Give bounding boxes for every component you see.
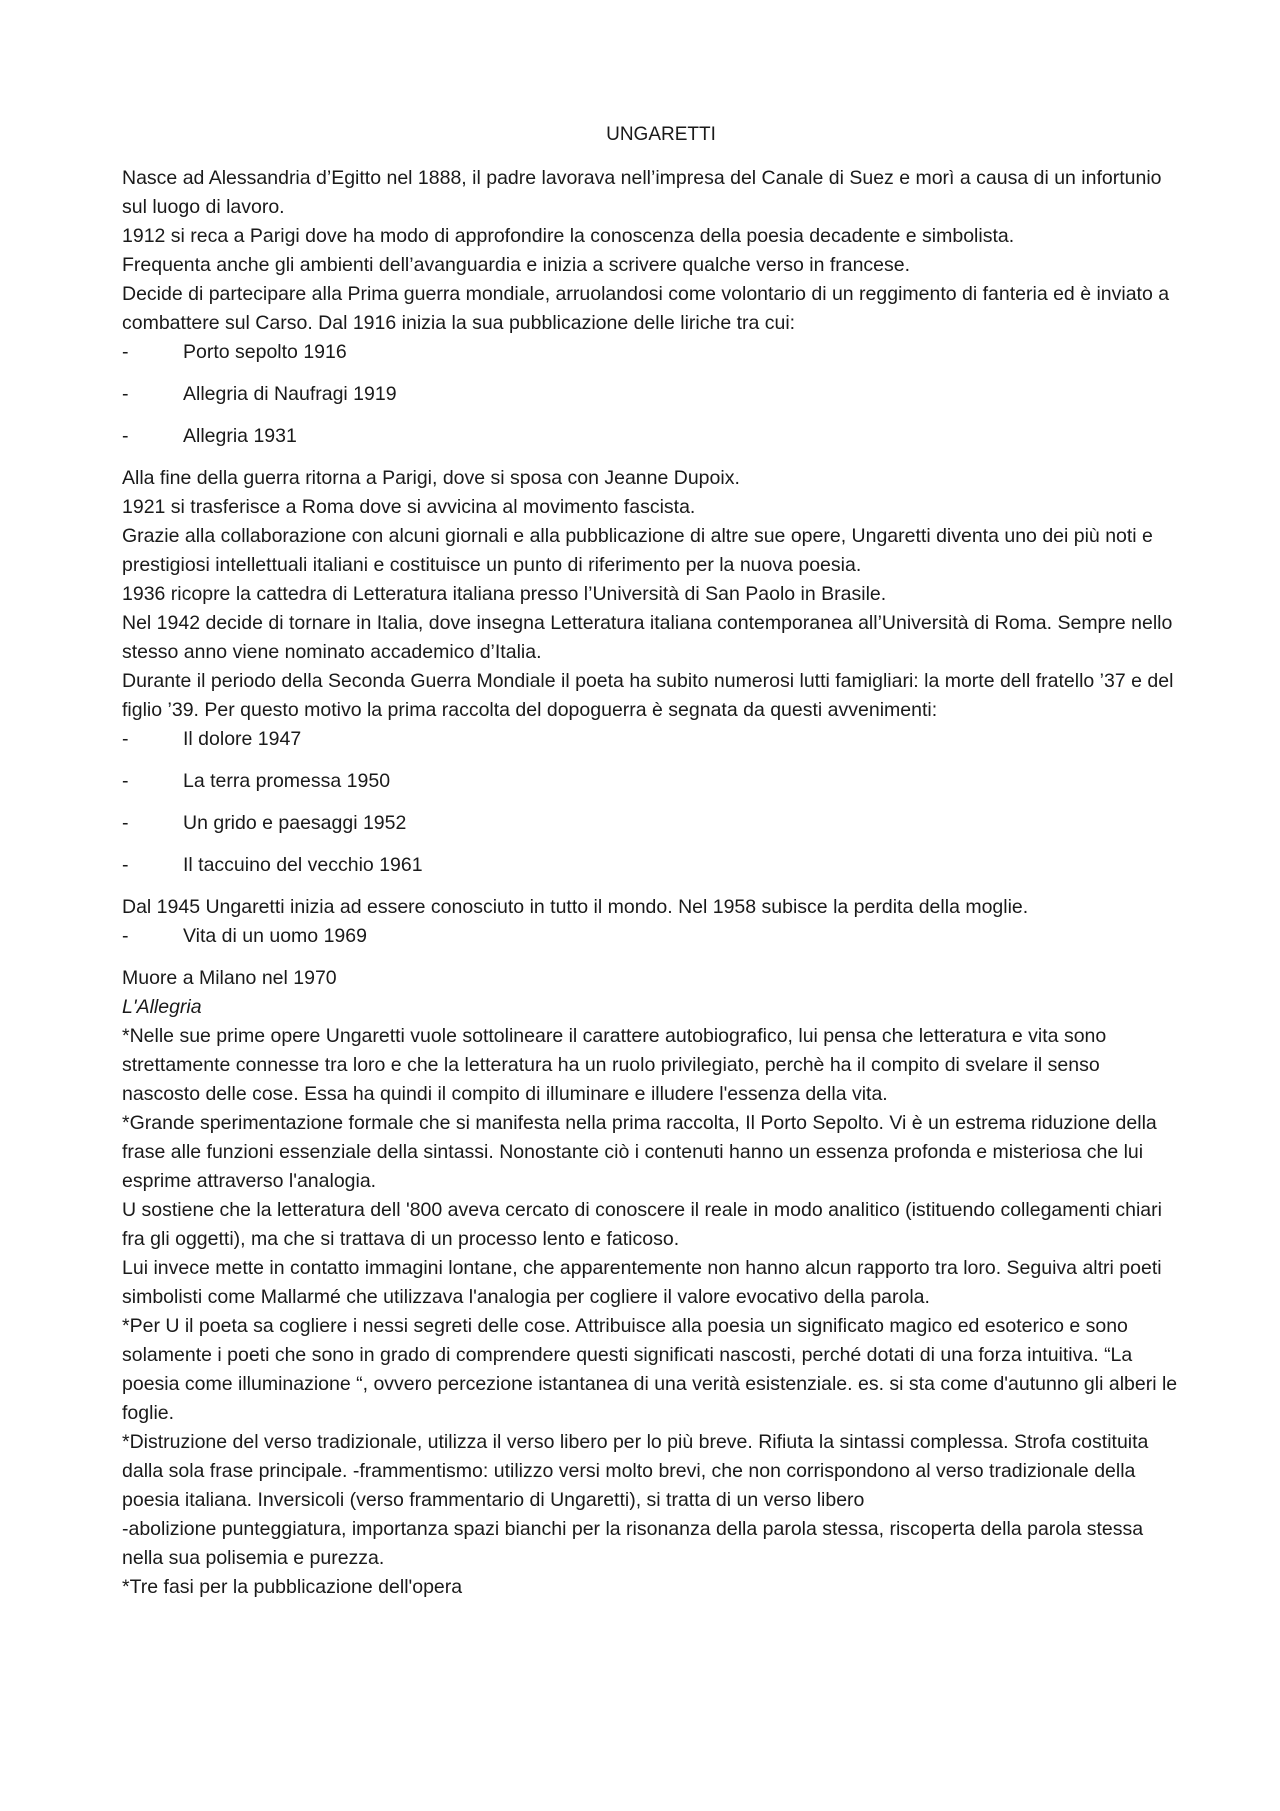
paragraph-allegria: *Grande sperimentazione formale che si manifesta nella prima raccolta, Il Porto Sepolto. Vi è un estrema riduzione della frase alle funzioni essenziale della sintassi. Nonostante ciò i contenuti hanno un essenza profonda e misteriosa che lui esprime attraverso l'analogia. <box>122 1112 1157 1192</box>
list-dash: - <box>122 770 129 792</box>
list-dash: - <box>122 728 129 750</box>
paragraph-avanguardia: Frequenta anche gli ambienti dell’avanguardia e inizia a scrivere qualche verso in francese. <box>122 254 911 276</box>
paragraph-paris: 1912 si reca a Parigi dove ha modo di approfondire la conoscenza della poesia decadente e simbolista. <box>122 225 1015 247</box>
list-dash: - <box>122 925 129 947</box>
list-dash: - <box>122 854 129 876</box>
paragraph-rome: 1921 si trasferisce a Roma dove si avvicina al movimento fascista. <box>122 496 696 518</box>
list-dash: - <box>122 425 129 447</box>
list-item <box>122 338 1180 367</box>
list-text: Allegria di Naufragi 1919 <box>183 383 397 405</box>
paragraph-brasile: 1936 ricopre la cattedra di Letteratura italiana presso l’Università di San Paolo in Brasile. <box>122 583 887 605</box>
list-item <box>122 725 1180 754</box>
paragraph-allegria: *Tre fasi per la pubblicazione dell'opera <box>122 1576 463 1598</box>
list-text: Il taccuino del vecchio 1961 <box>183 854 423 876</box>
paragraph-allegria: *Nelle sue prime opere Ungaretti vuole sottolineare il carattere autobiografico, lui pensa che letteratura e vita sono strettamente connesse tra loro e che la letteratura ha un ruolo privilegiato, perchè ha il compito di svelare il senso nascosto delle cose. Essa ha quindi il compito di illuminare e illudere l'essenza della vita. <box>122 1025 1107 1105</box>
list-dash: - <box>122 341 129 363</box>
paragraph-war: Decide di partecipare alla Prima guerra mondiale, arruolandosi come volontario di un reggimento di fanteria ed è inviato a combattere sul Carso. Dal 1916 inizia la sua pubblicazione delle liriche tra cui: <box>122 283 1170 334</box>
paragraph-death: Muore a Milano nel 1970 <box>122 967 337 989</box>
list-item <box>122 380 1180 409</box>
list-text: Vita di un uomo 1969 <box>183 925 367 947</box>
list-text: Porto sepolto 1916 <box>183 341 347 363</box>
paragraph-birth: Nasce ad Alessandria d’Egitto nel 1888, il padre lavorava nell’impresa del Canale di Suez e morì a causa di un infortunio sul luogo di lavoro. <box>122 167 1162 218</box>
list-item <box>122 851 1180 880</box>
paragraph-ww2: Durante il periodo della Seconda Guerra Mondiale il poeta ha subito numerosi lutti famigliari: la morte dell fratello ’37 e del figlio ’39. Per questo motivo la prima raccolta del dopoguerra è segnata da questi avvenimenti: <box>122 670 1174 721</box>
paragraph-allegria: Lui invece mette in contatto immagini lontane, che apparentemente non hanno alcun rapporto tra loro. Seguiva altri poeti simbolisti come Mallarmé che utilizzava l'analogia per cogliere il valore evocativo della parola. <box>122 1257 1162 1308</box>
list-text: Allegria 1931 <box>183 425 297 447</box>
list-dash: - <box>122 383 129 405</box>
list-text: La terra promessa 1950 <box>183 770 391 792</box>
paragraph-fame: Dal 1945 Ungaretti inizia ad essere conosciuto in tutto il mondo. Nel 1958 subisce la perdita della moglie. <box>122 896 1029 918</box>
list-item <box>122 809 1180 838</box>
page-title: UNGARETTI <box>606 124 716 145</box>
list-text: Un grido e paesaggi 1952 <box>183 812 407 834</box>
paragraph-return-paris: Alla fine della guerra ritorna a Parigi, dove si sposa con Jeanne Dupoix. <box>122 467 740 489</box>
paragraph-collaboration: Grazie alla collaborazione con alcuni giornali e alla pubblicazione di altre sue opere, Ungaretti diventa uno dei più noti e prestigiosi intellettuali italiani e costituisce un punto di riferimento per la nuova poesia. <box>122 525 1153 576</box>
list-text: Il dolore 1947 <box>183 728 302 750</box>
list-dash: - <box>122 812 129 834</box>
list-item <box>122 422 1180 451</box>
paragraph-allegria: *Distruzione del verso tradizionale, utilizza il verso libero per lo più breve. Rifiuta la sintassi complessa. Strofa costituita dalla sola frase principale. -frammentismo: utilizzo versi molto brevi, che non corrispondono al verso tradizionale della poesia italiana. Inversicoli (verso frammentario di Ungaretti), si tratta di un verso libero <box>122 1431 1149 1511</box>
paragraph-allegria: -abolizione punteggiatura, importanza spazi bianchi per la risonanza della parola stessa, riscoperta della parola stessa nella sua polisemia e purezza. <box>122 1518 1144 1569</box>
list-item <box>122 767 1180 796</box>
list-item <box>122 922 1180 951</box>
paragraph-italy-return: Nel 1942 decide di tornare in Italia, dove insegna Letteratura italiana contemporanea all’Università di Roma. Sempre nello stesso anno viene nominato accademico d’Italia. <box>122 612 1173 663</box>
section-heading: L'Allegria <box>122 996 202 1018</box>
paragraph-allegria: U sostiene che la letteratura dell '800 aveva cercato di conoscere il reale in modo analitico (istituendo collegamenti chiari fra gli oggetti), ma che si trattava di un processo lento e faticoso. <box>122 1199 1162 1250</box>
paragraph-allegria: *Per U il poeta sa cogliere i nessi segreti delle cose. Attribuisce alla poesia un significato magico ed esoterico e sono solamente i poeti che sono in grado di comprendere questi significati nascosti, perché dotati di una forza intuitiva. “La poesia come illuminazione “, ovvero percezione istantanea di una verità esistenziale. es. si sta come d'autunno gli alberi le foglie. <box>122 1315 1178 1424</box>
